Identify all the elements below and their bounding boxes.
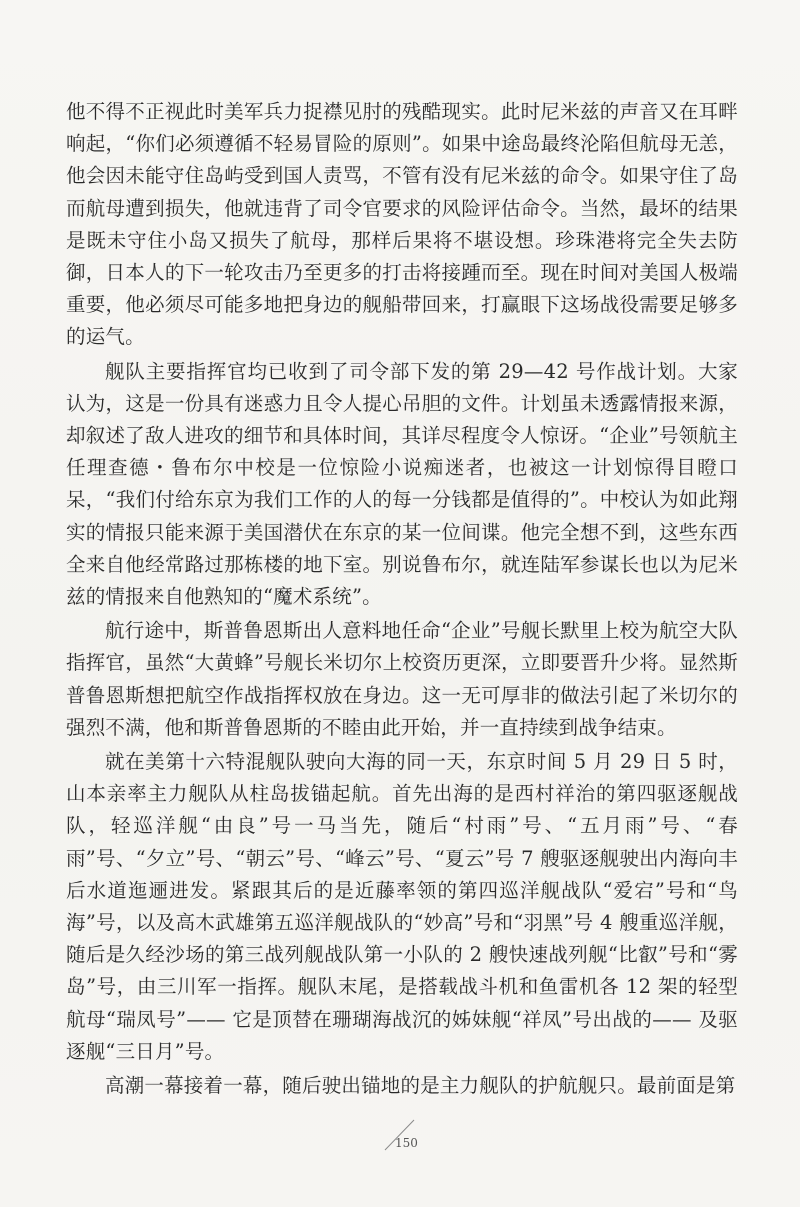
body-text [66, 96, 738, 1102]
paragraph-escort: 高潮一幕接着一幕，随后驶出锚地的是主力舰队的护航舰只。最前面是第 [105, 1074, 736, 1098]
page-number: 150 [395, 1136, 418, 1150]
paragraph-continuation: 他不得不正视此时美军兵力捉襟见肘的残酷现实。此时尼米兹的声音又在耳畔响起，“你们必须遵循不轻易冒险的原则”。如果中途岛最终沦陷但航母无恙，他会因未能守住岛屿受到国人责骂，不管有没有尼米兹的命令。如果守住了岛而航母遭到损失，他就违背了司令官要求的风险评估命令。当然，最坏的结果是既未守住小岛又损失了航母，那样后果将不堪设想。珍珠港将完全失去防御，日本人的下一轮攻击乃至更多的打击将接踵而至。现在时间对美国人极端重要，他必须尽可能多地把身边的舰船带回来，打赢眼下这场战役需要足够多的运气。 [66, 100, 738, 349]
paragraph-spruance: 航行途中，斯普鲁恩斯出人意料地任命“企业”号舰长默里上校为航空大队指挥官，虽然“大黄蜂”号舰长米切尔上校资历更深，立即要晋升少将。显然斯普鲁恩斯想把航空作战指挥权放在身边。这一无可厚非的做法引起了米切尔的强烈不满，他和斯普鲁恩斯的不睦由此开始，并一直持续到战争结束。 [66, 619, 738, 739]
paragraph-main-fleet: 就在美第十六特混舰队驶向大海的同一天，东京时间 5 月 29 日 5 时，山本亲率主力舰队从柱岛拔锚起航。首先出海的是西村祥治的第四驱逐舰战队，轻巡洋舰“由良”号一马当先，随后“村雨”号、“五月雨”号、“春雨”号、“夕立”号、“朝云”号、“峰云”号、“夏云”号 7 艘驱逐舰驶出内海向丰后水道迤逦进发。紧跟其后的是近藤率领的第四巡洋舰战队“爱宕”号和“鸟海”号，以及高木武雄第五巡洋舰战队的“妙高”号和“羽黑”号 4 艘重巡洋舰，随后是久经沙场的第三战列舰战队第一小队的 2 艘快速战列舰“比叡”号和“雾岛”号，由三川军一指挥。舰队末尾，是搭载战斗机和鱼雷机各 12 架的轻型航母“瑞凤号”—— 它是顶替在珊瑚海战沉的姊妹舰“祥凤”号出战的—— 及驱逐舰“三日月”号。 [66, 750, 738, 1063]
paragraph-battle-plan: 舰队主要指挥官均已收到了司令部下发的第 29—42 号作战计划。大家认为，这是一份具有迷惑力且令人提心吊胆的文件。计划虽未透露情报来源，却叙述了敌人进攻的细节和具体时间，其详尽程度令人惊讶。“企业”号领航主任理查德・鲁布尔中校是一位惊险小说痴迷者，也被这一计划惊得目瞪口呆，“我们付给东京为我们工作的人的每一分钱都是值得的”。中校认为如此翔实的情报只能来源于美国潜伏在东京的某一位间谍。他完全想不到，这些东西全来自他经常路过那栋楼的地下室。别说鲁布尔，就连陆军参谋长也以为尼米兹的情报来自他熟知的“魔术系统”。 [66, 359, 738, 609]
